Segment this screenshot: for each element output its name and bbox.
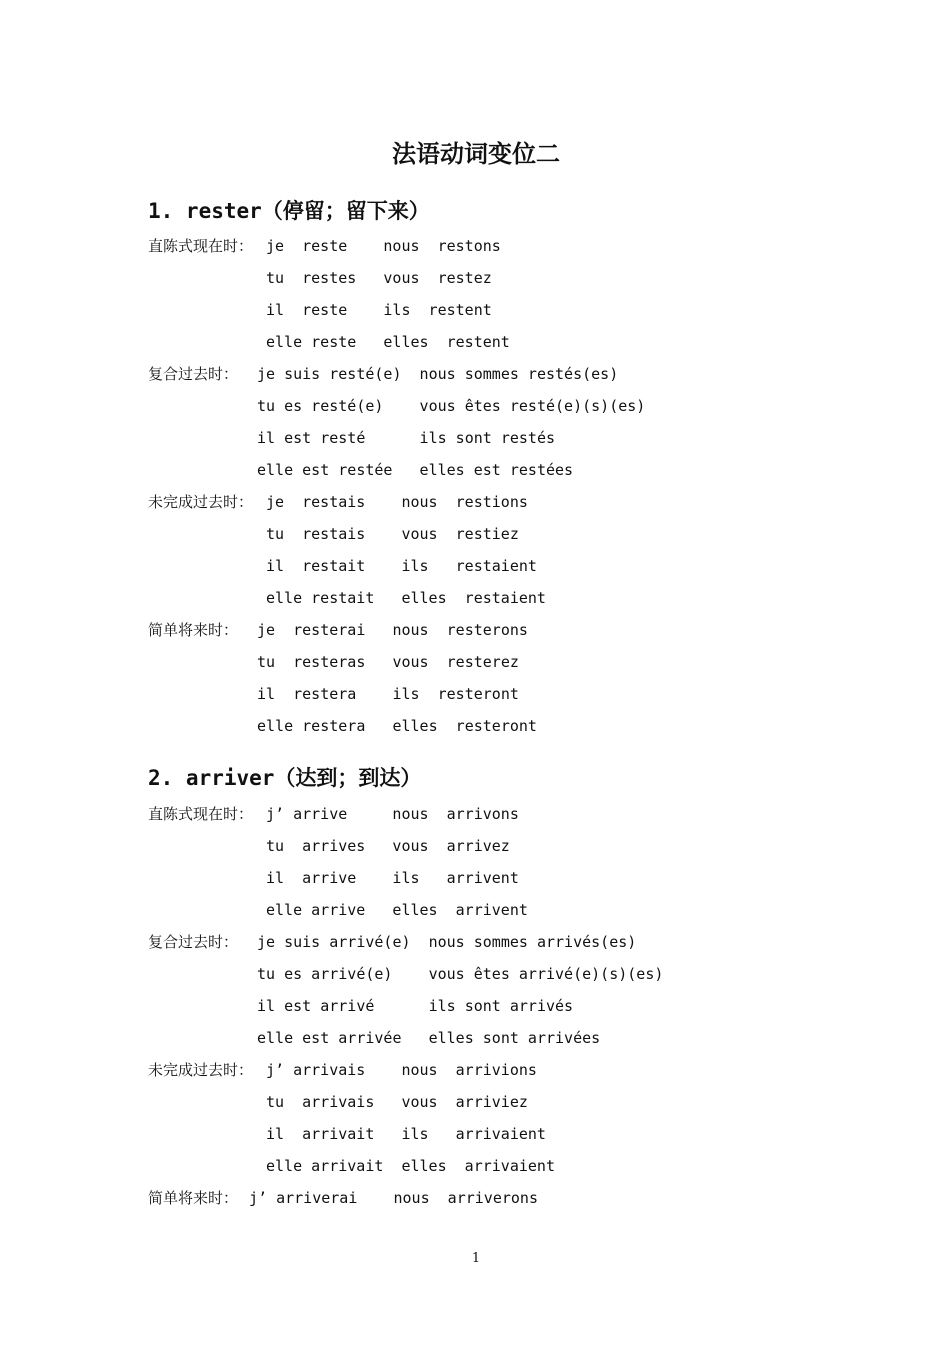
conjugation-line: j’ arriverai nous arriverons [249,1189,538,1207]
tense-label: 未完成过去时： [148,493,254,511]
conjugation-line: tu restes vous restez [266,269,492,287]
page-title: 法语动词变位二 [392,139,560,168]
conjugation-line: tu arrives vous arrivez [266,837,510,855]
tense-label: 直陈式现在时： [148,237,254,255]
conjugation-line: je suis arrivé(e) nous sommes arrivés(es) [257,933,637,951]
section-heading: 1. rester（停留；留下来） [148,199,430,223]
conjugation-line: elle restait elles restaient [266,589,546,607]
conjugation-line: elle est arrivée elles sont arrivées [257,1029,601,1047]
conjugation-line: j’ arrive nous arrivons [266,805,519,823]
conjugation-line: il restait ils restaient [266,557,537,575]
conjugation-line: tu es arrivé(e) vous êtes arrivé(e)(s)(es) [257,965,664,983]
tense-label: 复合过去时： [148,933,239,951]
conjugation-line: tu arrivais vous arriviez [266,1093,528,1111]
conjugation-line: il arrive ils arrivent [266,869,519,887]
conjugation-line: tu es resté(e) vous êtes resté(e)(s)(es) [257,397,646,415]
conjugation-line: je resterai nous resterons [257,621,528,639]
page-number: 1 [471,1251,481,1266]
tense-label: 未完成过去时： [148,1061,254,1079]
tense-label: 复合过去时： [148,365,239,383]
section-heading: 2. arriver（达到；到达） [148,766,422,790]
conjugation-line: il est arrivé ils sont arrivés [257,997,574,1015]
conjugation-line: il arrivait ils arrivaient [266,1125,546,1143]
tense-label: 简单将来时： [148,1189,239,1207]
conjugation-line: tu resteras vous resterez [257,653,519,671]
conjugation-line: tu restais vous restiez [266,525,519,543]
conjugation-line: elle est restée elles est restées [257,461,574,479]
conjugation-line: elle arrive elles arrivent [266,901,528,919]
conjugation-line: il restera ils resteront [257,685,519,703]
tense-label: 直陈式现在时： [148,805,254,823]
conjugation-line: j’ arrivais nous arrivions [266,1061,537,1079]
conjugation-line: je restais nous restions [266,493,528,511]
conjugation-line: il reste ils restent [266,301,492,319]
conjugation-line: je reste nous restons [266,237,501,255]
conjugation-line: elle reste elles restent [266,333,510,351]
conjugation-line: je suis resté(e) nous sommes restés(es) [257,365,619,383]
conjugation-line: elle restera elles resteront [257,717,537,735]
conjugation-line: elle arrivait elles arrivaient [266,1157,555,1175]
tense-label: 简单将来时： [148,621,239,639]
conjugation-line: il est resté ils sont restés [257,429,556,447]
